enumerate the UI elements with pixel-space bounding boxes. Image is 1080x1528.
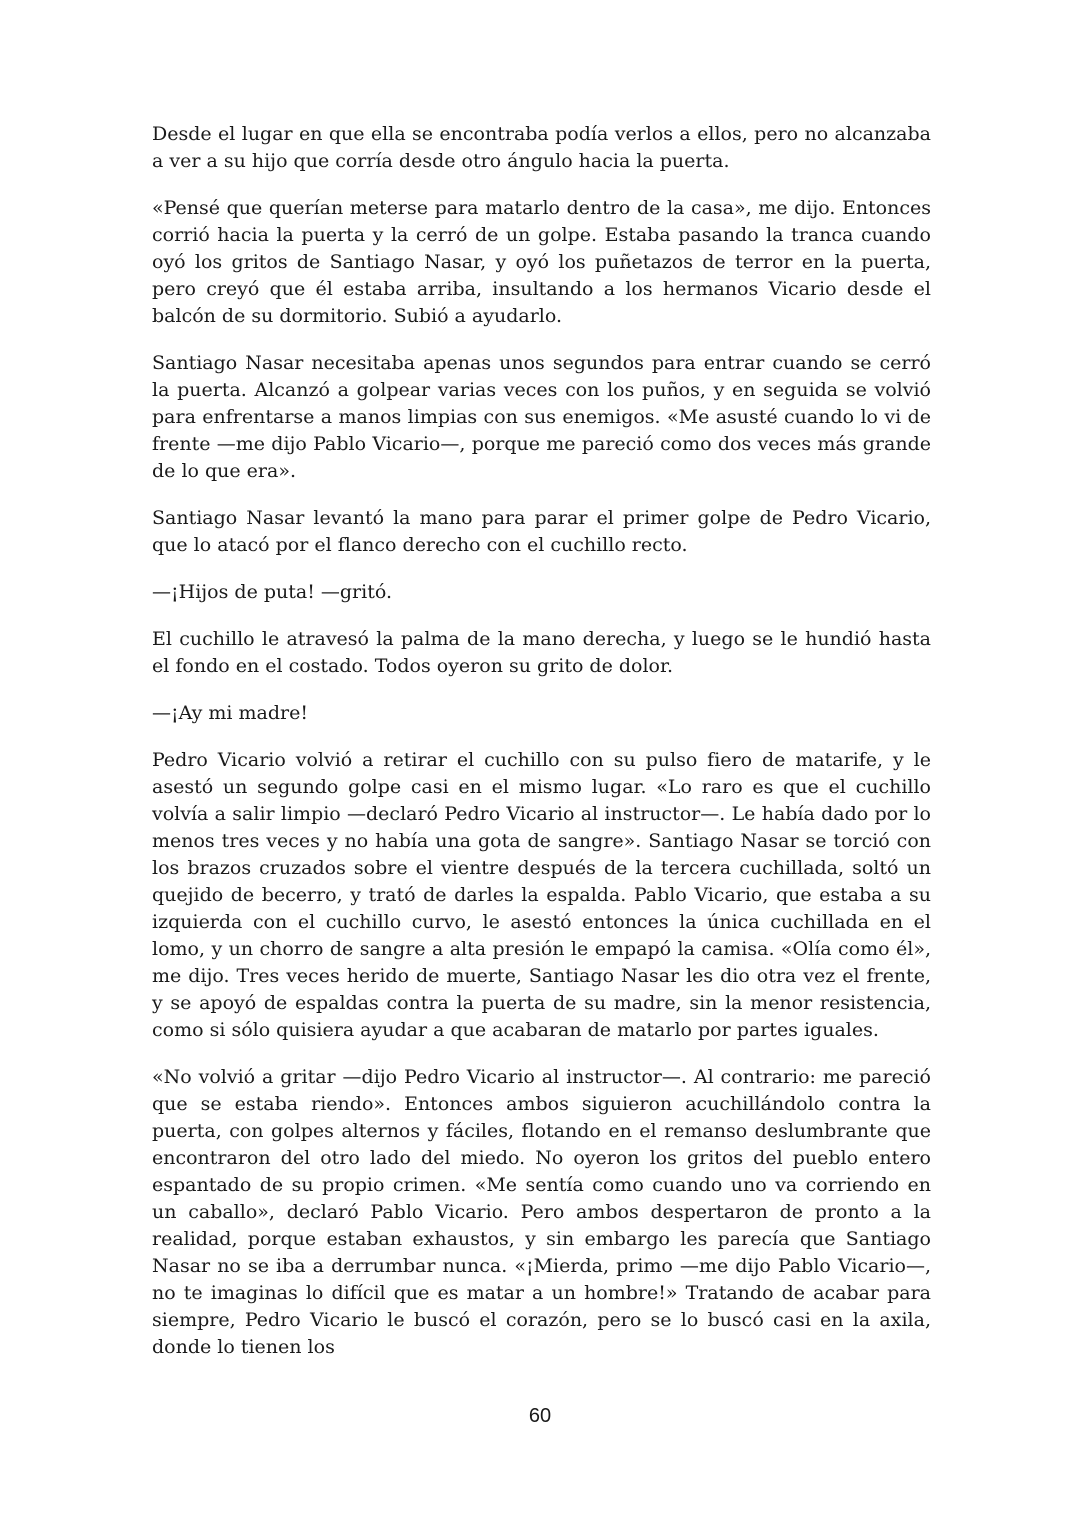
- paragraph: Santiago Nasar necesitaba apenas unos segundos para entrar cuando se cerró la puerta. Alcanzó a golpear varias veces con los puños, y en seguida se volvió para enfrentarse a manos limpias con sus enemigos. «Me asusté cuando lo vi de frente —me dijo Pablo Vicario—, porque me pareció como dos veces más grande de lo que era».: [152, 352, 931, 482]
- paragraph: Pedro Vicario volvió a retirar el cuchillo con su pulso fiero de matarife, y le asestó un segundo golpe casi en el mismo lugar. «Lo raro es que el cuchillo volvía a salir limpio —declaró Pedro Vicario al instructor—. Le había dado por lo menos tres veces y no había una gota de sangre». Santiago Nasar se torció con los brazos cruzados sobre el vientre después de la tercera cuchillada, soltó un quejido de becerro, y trató de darles la espalda. Pablo Vicario, que estaba a su izquierda con el cuchillo curvo, le asestó entonces la única cuchillada en el lomo, y un chorro de sangre a alta presión le empapó la camisa. «Olía como él», me dijo. Tres veces herido de muerte, Santiago Nasar les dio otra vez el frente, y se apoyó de espaldas contra la puerta de su madre, sin la menor resistencia, como si sólo quisiera ayudar a que acabaran de matarlo por partes iguales.: [152, 749, 931, 1041]
- page-number: 60: [528, 1405, 552, 1427]
- paragraph: Desde el lugar en que ella se encontraba podía verlos a ellos, pero no alcanzaba a ver a su hijo que corría desde otro ángulo hacia la puerta.: [152, 123, 931, 172]
- text-block: [152, 121, 931, 1361]
- paragraph-dialogue: —¡Ay mi madre!: [152, 702, 308, 724]
- paragraph-dialogue: —¡Hijos de puta! —gritó.: [152, 581, 392, 603]
- page-footer: [0, 1405, 1080, 1428]
- paragraph: Santiago Nasar levantó la mano para parar el primer golpe de Pedro Vicario, que lo atacó por el flanco derecho con el cuchillo recto.: [152, 507, 931, 556]
- paragraph: El cuchillo le atravesó la palma de la mano derecha, y luego se le hundió hasta el fondo en el costado. Todos oyeron su grito de dolor.: [152, 628, 931, 677]
- paragraph: «No volvió a gritar —dijo Pedro Vicario al instructor—. Al contrario: me pareció que se estaba riendo». Entonces ambos siguieron acuchillándolo contra la puerta, con golpes alternos y fáciles, flotando en el remanso deslumbrante que encontraron del otro lado del miedo. No oyeron los gritos del pueblo entero espantado de su propio crimen. «Me sentía como cuando uno va corriendo en un caballo», declaró Pablo Vicario. Pero ambos despertaron de pronto a la realidad, porque estaban exhaustos, y sin embargo les parecía que Santiago Nasar no se iba a derrumbar nunca. «¡Mierda, primo —me dijo Pablo Vicario—, no te imaginas lo difícil que es matar a un hombre!» Tratando de acabar para siempre, Pedro Vicario le buscó el corazón, pero se lo buscó casi en la axila, donde lo tienen los: [152, 1066, 931, 1358]
- paragraph: «Pensé que querían meterse para matarlo dentro de la casa», me dijo. Entonces corrió hacia la puerta y la cerró de un golpe. Estaba pasando la tranca cuando oyó los gritos de Santiago Nasar, y oyó los puñetazos de terror en la puerta, pero creyó que él estaba arriba, insultando a los hermanos Vicario desde el balcón de su dormitorio. Subió a ayudarlo.: [152, 197, 931, 327]
